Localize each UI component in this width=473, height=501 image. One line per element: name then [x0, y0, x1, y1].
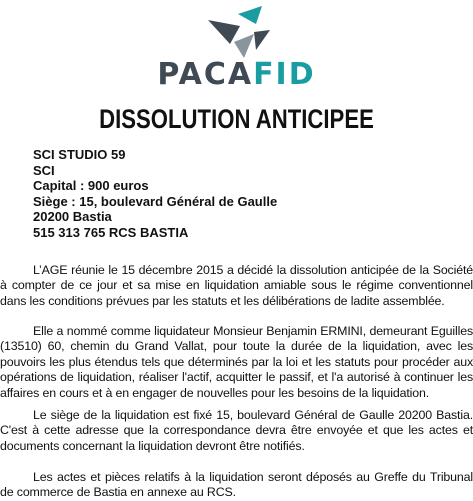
logo-wordmark [0, 57, 473, 92]
pacafid-logo [0, 0, 473, 100]
paragraph-siege-liquidation: Le siège de la liquidation est fixé 15, boulevard Général de Gaulle 20200 Bastia. C'est à cette adresse que la correspondance devra être envoyée et que les actes et documents concernant la liquidation devront être notifiés. [0, 408, 473, 453]
page-title: DISSOLUTION ANTICIPEE [99, 104, 374, 134]
pacafid-logo-mark-icon [200, 4, 280, 60]
company-info [33, 147, 453, 240]
paragraph-dissolution: L’AGE réunie le 15 décembre 2015 a décidé la dissolution anticipée de la Société à compter de ce jour et sa mise en liquidation amiable sous le régime conventionnel dans les conditions prévues par les statuts et les délibérations de ladite assemblée. [0, 263, 473, 308]
company-name: SCI STUDIO 59 [33, 147, 126, 162]
company-siege: Siège : 15, boulevard Général de Gaulle [33, 193, 278, 209]
company-city: 20200 Bastia [33, 209, 112, 224]
logo-text-fid: FID [253, 57, 316, 92]
paragraph-depot-greffe: Les actes et pièces relatifs à la liquidation seront déposés au Greffe du Tribunal de commerce de Bastia en annexe au RCS. [0, 470, 473, 500]
company-rcs: 515 313 765 RCS BASTIA [33, 224, 189, 240]
paragraph-liquidateur: Elle a nommé comme liquidateur Monsieur Benjamin ERMINI, demeurant Eguilles (13510) 60, chemin du Grand Vallat, pour toute la durée de la liquidation, avec les pouvoirs les plus étendus tels que déterminés par la loi et les statuts pour procéder aux opérations de liquidation, réaliser l'actif, acquitter le passif, et l'a autorisé à continuer les affaires en cours et à en engager de nouvelles pour les besoins de la liquidation. [0, 324, 473, 400]
company-capital: Capital : 900 euros [33, 178, 149, 193]
company-form: SCI [33, 162, 55, 178]
logo-text-paca: PACA [157, 57, 254, 92]
